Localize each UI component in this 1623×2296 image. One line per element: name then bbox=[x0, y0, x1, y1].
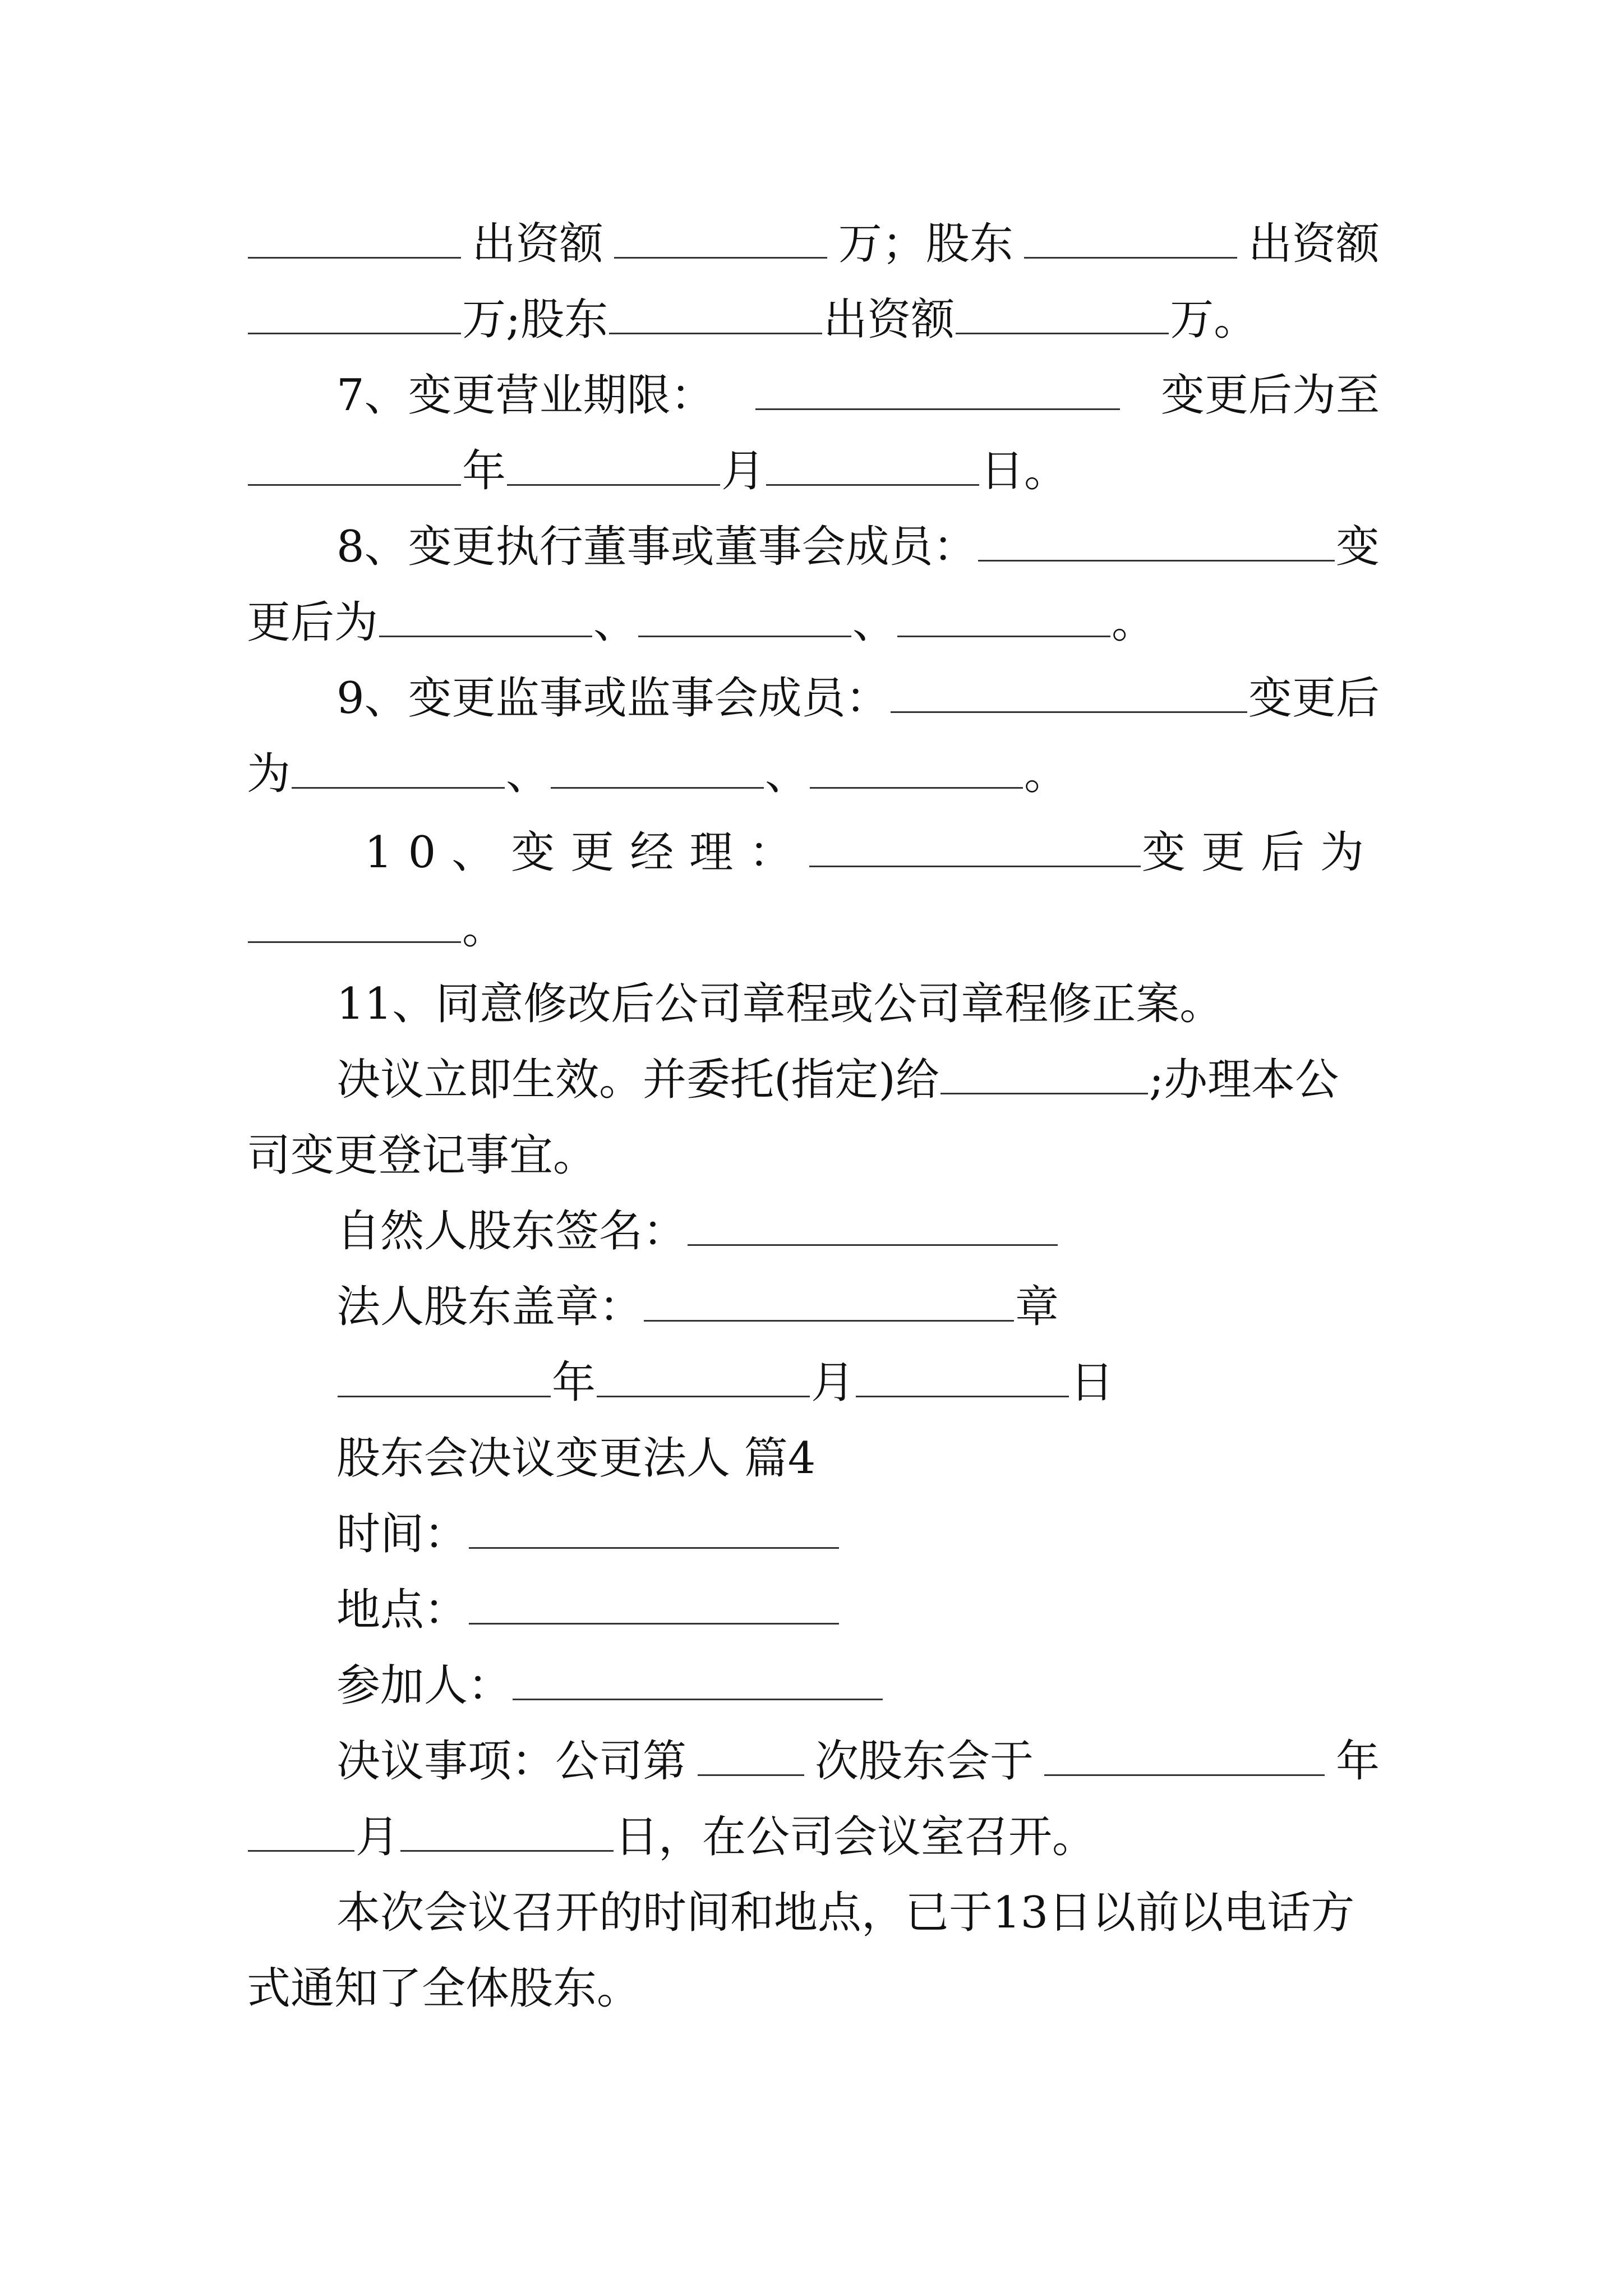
doc-text: 11、同意修改后公司章程或公司章程修正案。 bbox=[336, 979, 1224, 1029]
blank-field bbox=[248, 445, 461, 486]
doc-text: 。 bbox=[1112, 597, 1156, 648]
doc-text: 年 bbox=[552, 1358, 596, 1408]
doc-text: 变 bbox=[1335, 522, 1380, 572]
doc-text: 本次会议召开的时间和地点，已于13日以前以电话方 bbox=[336, 1888, 1355, 1938]
doc-line-12 bbox=[336, 1052, 1339, 1108]
doc-line-18 bbox=[336, 1506, 840, 1562]
blank-field bbox=[379, 596, 592, 637]
doc-text: 出资额 bbox=[823, 295, 955, 345]
doc-text: 地点： bbox=[336, 1585, 468, 1635]
doc-line-3 bbox=[336, 367, 1380, 424]
doc-line-10 bbox=[247, 900, 506, 956]
doc-text: 决议事项：公司第 bbox=[336, 1736, 687, 1787]
signature-blank bbox=[688, 1205, 1058, 1246]
doc-line-5 bbox=[336, 519, 1380, 575]
blank-field bbox=[248, 1811, 354, 1852]
doc-text: 月 bbox=[811, 1358, 855, 1408]
doc-text: 出资额 bbox=[472, 219, 603, 269]
blank-field bbox=[891, 672, 1247, 713]
doc-line-9 bbox=[365, 825, 1380, 881]
blank-field bbox=[248, 218, 461, 259]
blank-field bbox=[469, 1584, 839, 1625]
doc-text: 、 bbox=[506, 749, 550, 799]
blank-field bbox=[856, 1356, 1069, 1397]
blank-field bbox=[338, 1356, 551, 1397]
doc-line-23 bbox=[336, 1885, 1354, 1941]
doc-line-24 bbox=[247, 1961, 640, 2017]
doc-line-7 bbox=[336, 670, 1380, 726]
doc-text: 变更后为至 bbox=[1160, 370, 1380, 421]
doc-text: 月 bbox=[721, 446, 766, 496]
doc-text: 、 bbox=[593, 597, 638, 648]
blank-field bbox=[551, 748, 764, 789]
blank-field bbox=[597, 1356, 810, 1397]
doc-text: 年 bbox=[462, 446, 506, 496]
blank-field bbox=[292, 748, 505, 789]
doc-line-6 bbox=[247, 595, 1155, 651]
doc-text: 、 bbox=[852, 597, 897, 648]
blank-field bbox=[897, 596, 1110, 637]
doc-line-4 bbox=[247, 443, 1068, 499]
doc-text: 变更后 bbox=[1248, 673, 1380, 724]
doc-text: 日 bbox=[1070, 1358, 1114, 1408]
doc-line-13 bbox=[247, 1128, 597, 1184]
doc-line-14 bbox=[336, 1203, 1059, 1259]
doc-line-19 bbox=[336, 1582, 840, 1638]
blank-field bbox=[766, 445, 979, 486]
doc-line-20 bbox=[336, 1658, 884, 1714]
blank-field bbox=[248, 293, 461, 334]
blank-field bbox=[755, 369, 1120, 410]
blank-field bbox=[956, 293, 1169, 334]
doc-text: 出资额 bbox=[1248, 219, 1380, 269]
doc-text: 万;股东 bbox=[462, 295, 608, 345]
doc-line-21 bbox=[336, 1733, 1380, 1789]
doc-text: 万。 bbox=[1170, 295, 1258, 345]
doc-line-22 bbox=[247, 1809, 1096, 1865]
blank-field bbox=[940, 1053, 1148, 1094]
blank-field bbox=[469, 1508, 839, 1549]
doc-text: 日，在公司会议室召开。 bbox=[615, 1812, 1096, 1862]
doc-text: 次股东会于 bbox=[814, 1736, 1034, 1787]
doc-text: 法人股东盖章： bbox=[336, 1282, 643, 1332]
doc-line-11 bbox=[336, 976, 1223, 1032]
doc-text: 年 bbox=[1335, 1736, 1380, 1787]
doc-text: 10、变更经理： bbox=[365, 827, 809, 878]
blank-field bbox=[809, 826, 1141, 867]
doc-text: ;办理本公 bbox=[1149, 1055, 1339, 1105]
doc-text: 月 bbox=[356, 1812, 400, 1862]
doc-text: 股东会决议变更法人 篇4 bbox=[336, 1433, 816, 1484]
doc-text: 参加人： bbox=[336, 1660, 512, 1711]
doc-text: 8、变更执行董事或董事会成员： bbox=[336, 522, 977, 572]
doc-text: 更后为 bbox=[247, 597, 379, 648]
blank-field bbox=[614, 218, 827, 259]
blank-field bbox=[1024, 218, 1237, 259]
doc-text: 9、变更监事或监事会成员： bbox=[336, 673, 889, 724]
blank-field bbox=[810, 748, 1023, 789]
doc-text: 日。 bbox=[980, 446, 1068, 496]
doc-text: 为 bbox=[247, 749, 291, 799]
blank-field bbox=[400, 1811, 614, 1852]
doc-line-15 bbox=[336, 1279, 1059, 1335]
doc-line-8 bbox=[247, 746, 1068, 802]
doc-text: 式通知了全体股东。 bbox=[247, 1963, 641, 2014]
doc-text: 。 bbox=[1024, 749, 1068, 799]
doc-text: 。 bbox=[462, 903, 506, 954]
doc-text: 、 bbox=[765, 749, 809, 799]
doc-text: 万；股东 bbox=[838, 219, 1013, 269]
blank-field bbox=[513, 1659, 883, 1700]
doc-line-16 bbox=[336, 1355, 1114, 1411]
blank-field bbox=[698, 1735, 804, 1776]
blank-field bbox=[978, 521, 1335, 562]
blank-field bbox=[638, 596, 851, 637]
doc-text: 司变更登记事宜。 bbox=[247, 1130, 597, 1181]
blank-field bbox=[1044, 1735, 1325, 1776]
blank-field bbox=[609, 293, 822, 334]
doc-text: 章 bbox=[1015, 1282, 1059, 1332]
blank-field bbox=[507, 445, 720, 486]
doc-line-1 bbox=[247, 216, 1380, 272]
doc-text: 7、变更营业期限： bbox=[336, 370, 714, 421]
doc-text: 时间： bbox=[336, 1509, 468, 1559]
blank-field bbox=[248, 902, 461, 943]
doc-line-2 bbox=[247, 292, 1257, 348]
doc-text: 自然人股东签名： bbox=[336, 1206, 687, 1257]
seal-blank bbox=[644, 1281, 1014, 1322]
section-heading bbox=[336, 1430, 815, 1487]
doc-text: 决议立即生效。并委托(指定)给 bbox=[336, 1055, 939, 1105]
doc-text: 变更后为 bbox=[1141, 827, 1380, 878]
